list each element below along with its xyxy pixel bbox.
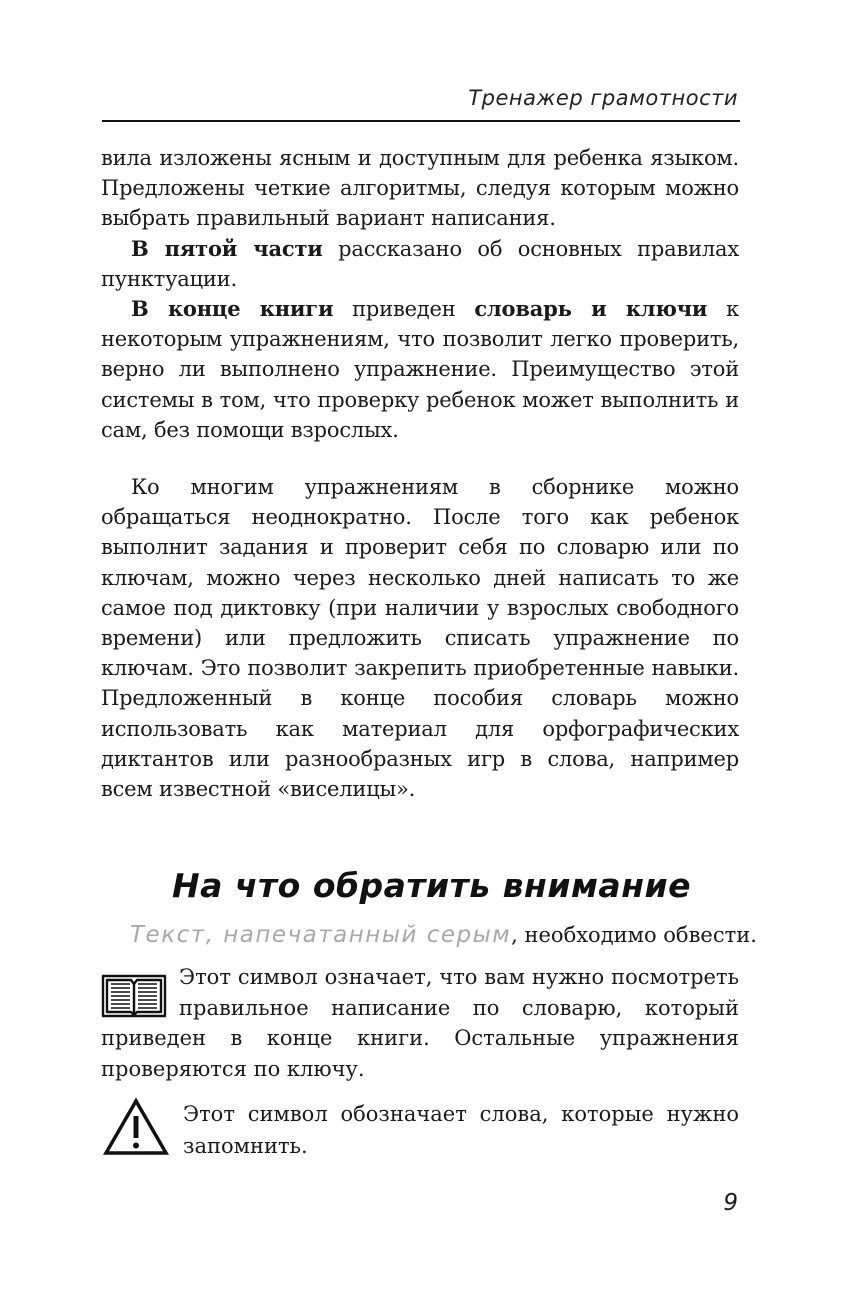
paragraph-1: вила изложены ясным и доступным для ребенка языком. Предложены четкие алгоритмы, следуя которым можно выбрать правильный вариант написания.: [101, 146, 739, 231]
warning-icon: [103, 1098, 169, 1156]
paragraph-2: [101, 234, 739, 294]
gray-instruction-rest: , необходимо обвести.: [511, 923, 757, 947]
paragraph-2-bold: В пятой части: [131, 235, 323, 261]
header-rule: [102, 120, 740, 122]
paragraph-3-rest: к некоторым упражнениям, что позволит легко проверить, верно ли выполнено упражнение. Преимущество этой системы в том, что проверку ребенок может выполнить и сам, без помощи взрослых.: [101, 297, 740, 442]
book-icon-text: Этот символ означает, что вам нужно посмотреть правильное написание по словарю, который приведен в конце книги. Остальные упражнения проверяются по ключу.: [101, 965, 739, 1081]
paragraph-3-bold-lead: В конце книги: [131, 296, 334, 322]
paragraph-4: Ко многим упражнениям в сборнике можно обращаться неоднократно. После того как ребенок выполнит задания и проверит себя по словарю или по ключам, можно через несколько дней написать то же самое под диктовку (при наличии у взрослых свободного времени) или предложить списать упражнение по ключам. Это позволит закрепить приобретенные навыки. Предложенный в конце пособия словарь можно использовать как материал для орфографических диктантов или разнообразных игр в слова, например всем известной «виселицы».: [101, 475, 739, 802]
gray-text-instruction: [130, 920, 757, 950]
paragraph-2-rest: рассказано об основных правилах пунктуации.: [101, 236, 739, 291]
section-heading: На что обратить внимание: [172, 866, 692, 905]
intro-text: [101, 143, 739, 445]
paragraph-3-bold-mid: словарь и ключи: [474, 296, 708, 322]
running-title: Тренажер грамотности: [468, 86, 738, 110]
paragraph-4-block: [101, 472, 739, 804]
warning-icon-explanation: Этот символ обозначает слова, которые нужно запомнить.: [183, 1102, 739, 1158]
gray-sample-text: Текст, напечатанный серым: [130, 922, 512, 948]
book-icon-explanation: [101, 962, 739, 1084]
page-number: 9: [723, 1190, 738, 1216]
paragraph-3-middle: приведен: [333, 297, 475, 322]
paragraph-3: [101, 294, 739, 445]
